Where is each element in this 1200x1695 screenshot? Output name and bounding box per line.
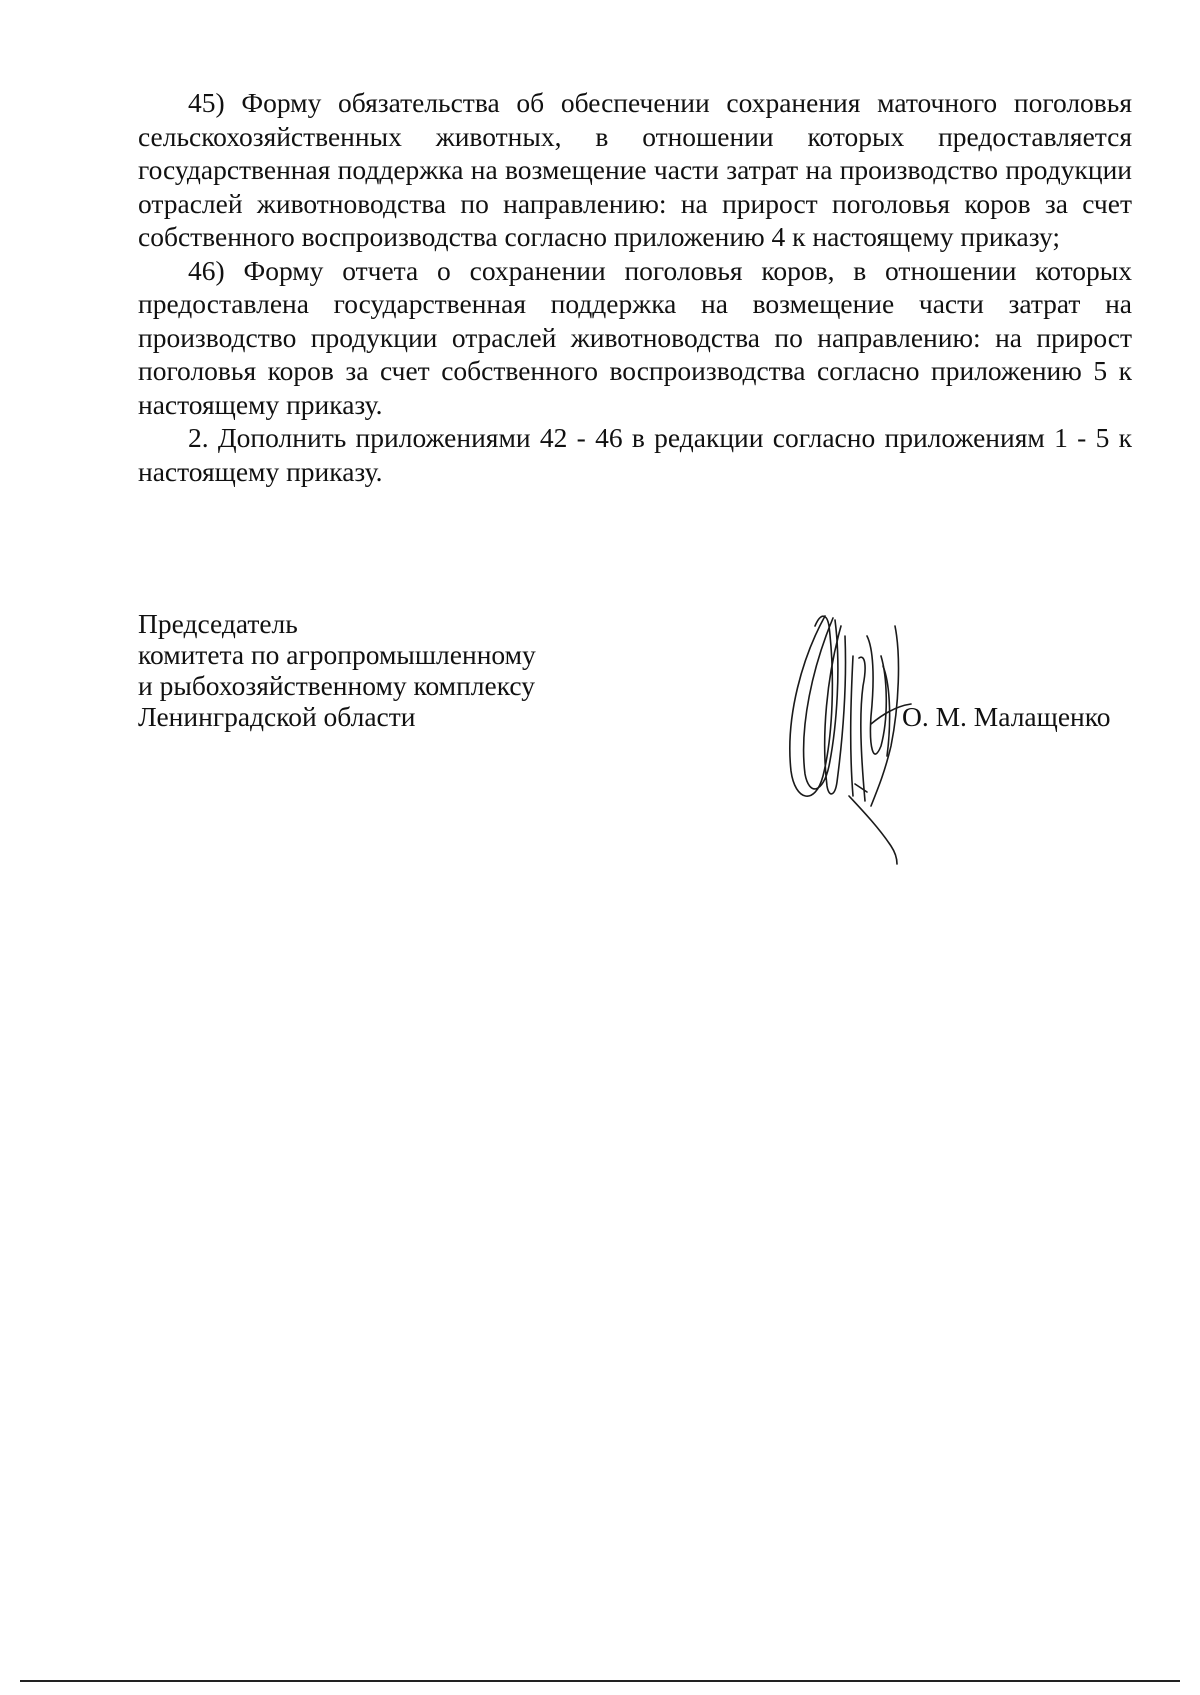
signer-title-line: Председатель: [138, 608, 298, 639]
paragraph-item-46: 46) Форму отчета о сохранении поголовья коров, в отношении которых предоставлена государственная поддержка на возмещение части затрат на производство продукции отраслей животноводства по направлению: на прирост поголовья коров за счет собственного воспроизводства согласно приложению 5 к настоящему приказу.: [138, 254, 1132, 420]
document-body: [138, 86, 1132, 488]
signer-title-line: и рыбохозяйственному комплексу: [138, 670, 536, 701]
signer-name: О. М. Малащенко: [902, 701, 1111, 732]
page-bottom-rule: [20, 1680, 1180, 1682]
paragraph-item-45: 45) Форму обязательства об обеспечении сохранения маточного поголовья сельскохозяйственных животных, в отношении которых предоставляется государственная поддержка на возмещение части затрат на производство продукции отраслей животноводства по направлению: на прирост поголовья коров за счет собственного воспроизводства согласно приложению 4 к настоящему приказу;: [138, 87, 1132, 252]
signer-title: [138, 608, 536, 732]
signer-title-line: комитета по агропромышленному: [138, 639, 536, 670]
signer-title-line: Ленинградской области: [138, 701, 416, 732]
paragraph-point-2: 2. Дополнить приложениями 42 - 46 в редакции согласно приложениям 1 - 5 к настоящему приказу.: [138, 422, 1132, 487]
signature-block: [138, 608, 1132, 868]
